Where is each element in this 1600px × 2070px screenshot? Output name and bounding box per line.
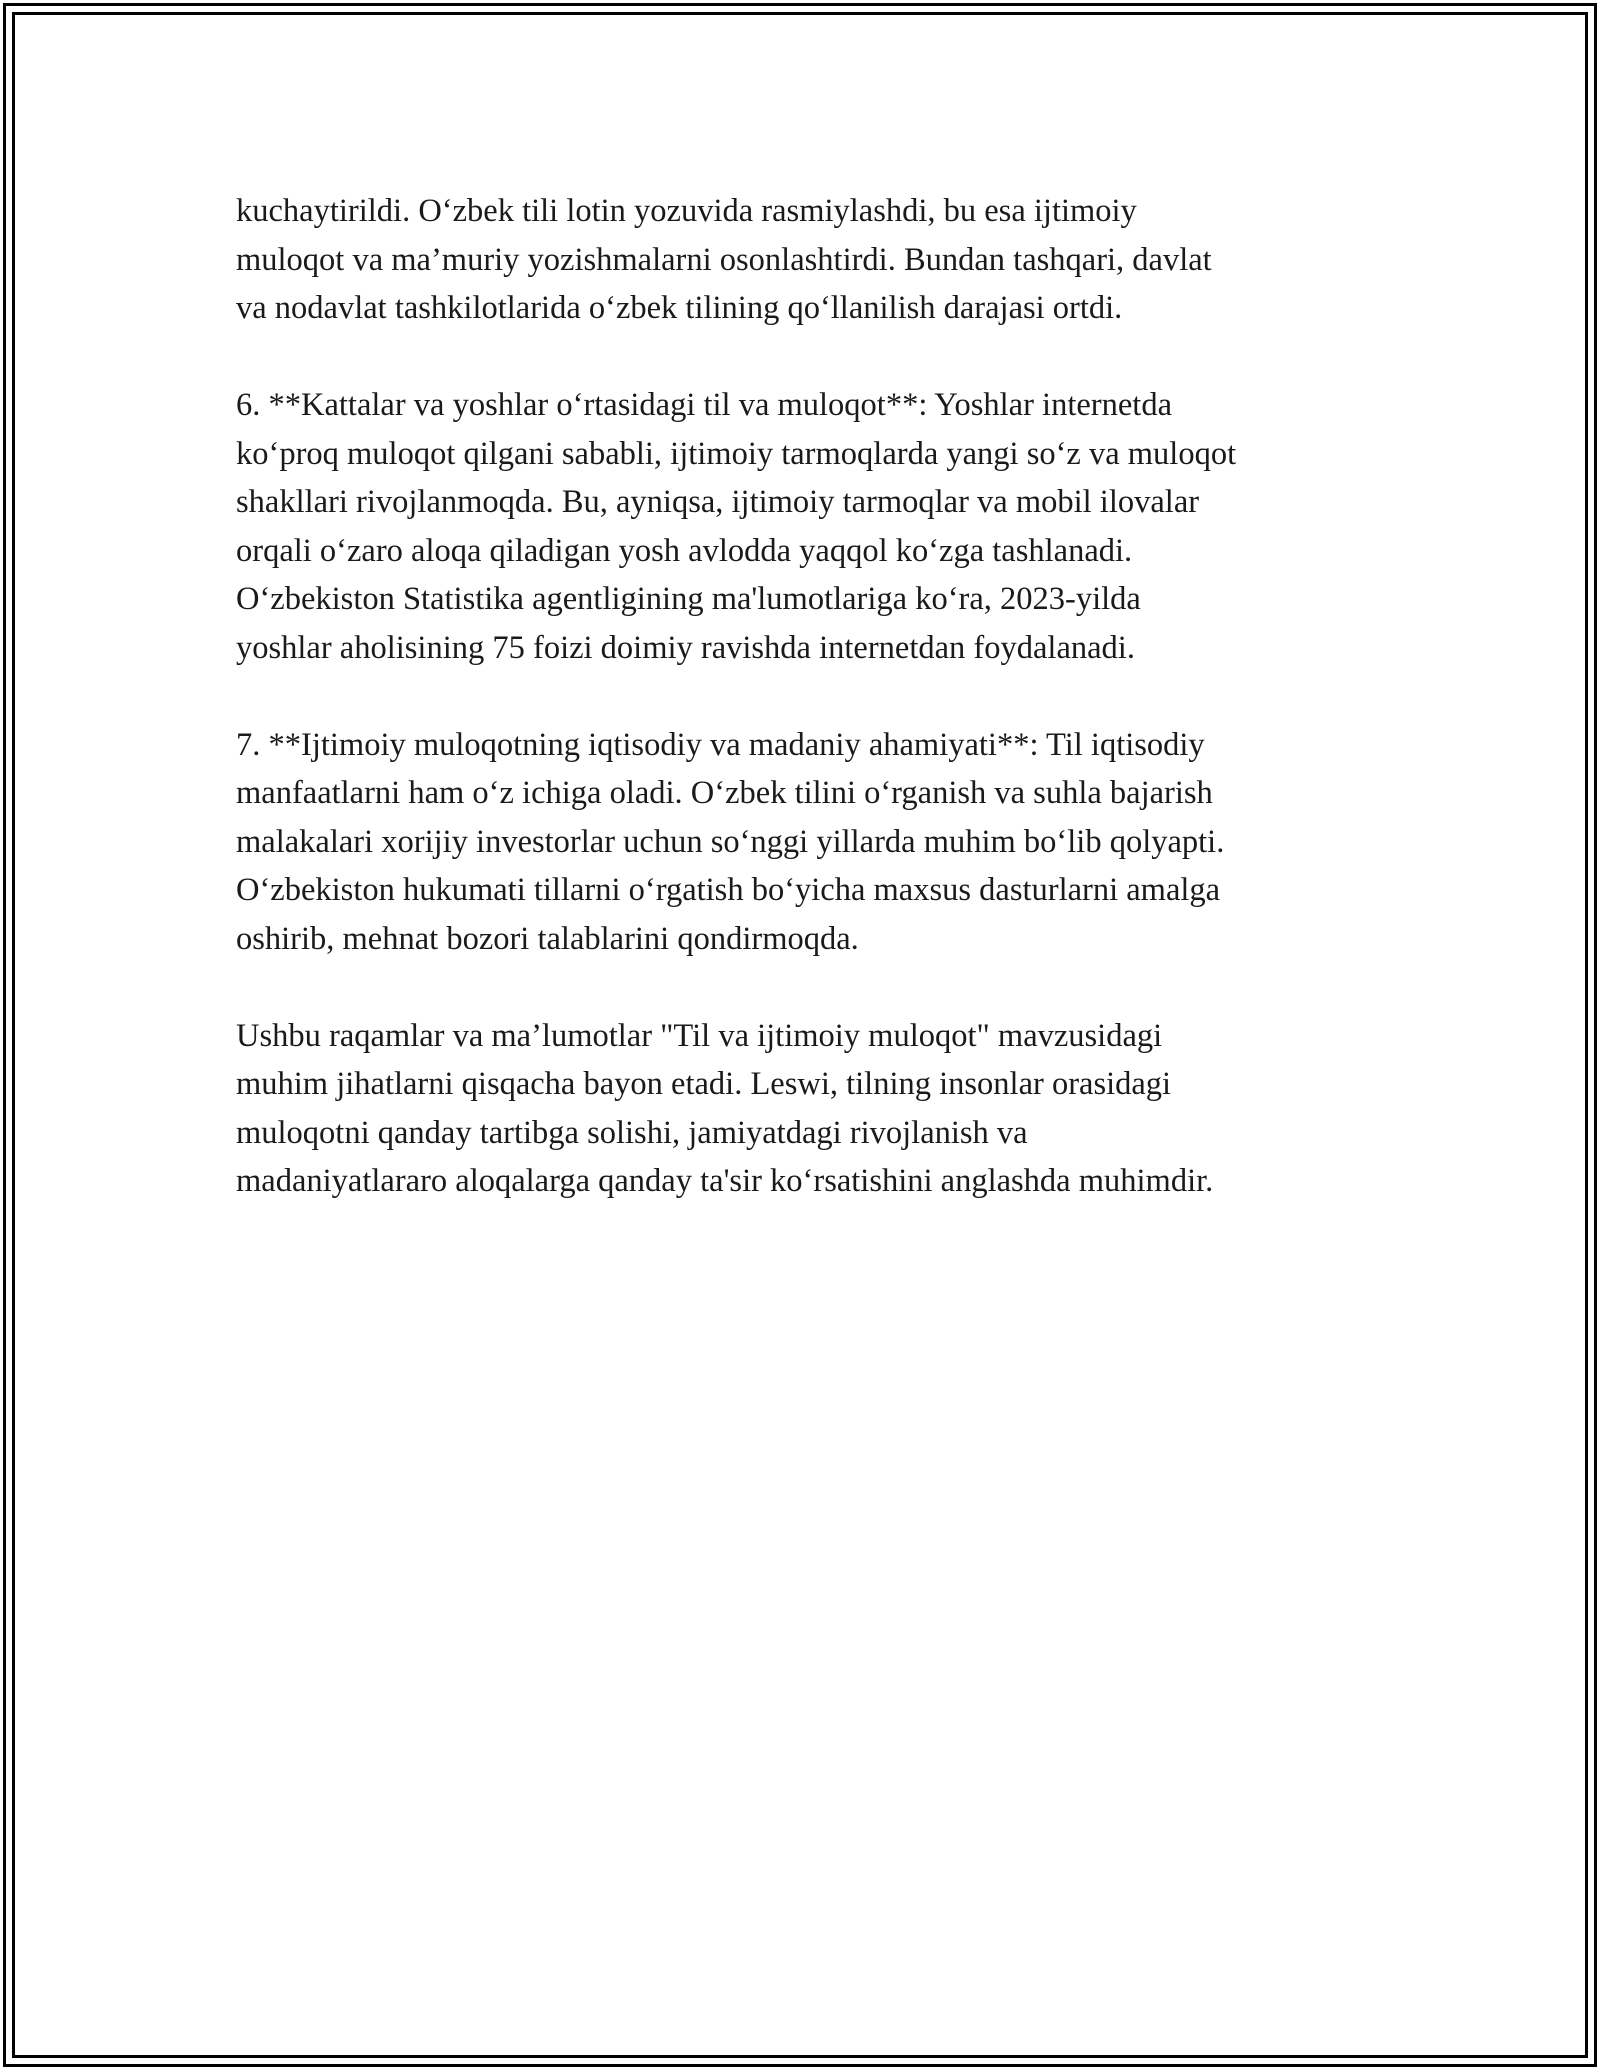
text-line: kuchaytirildi. O‘zbek tili lotin yozuvida rasmiylashdi, bu esa ijtimoiy	[236, 193, 1137, 229]
text-line: yoshlar aholisining 75 foizi doimiy ravishda internetdan foydalanadi.	[236, 629, 1135, 666]
text-line: Ushbu raqamlar va ma’lumotlar "Til va ijtimoiy muloqot" mavzusidagi	[236, 1017, 1163, 1054]
paragraph-item-7-economic-cultural	[236, 721, 1396, 964]
text-line: oshirib, mehnat bozori talablarini qondirmoqda.	[236, 920, 859, 957]
text-line: muloqot va ma’muriy yozishmalarni osonlashtirdi. Bundan tashqari, davlat	[236, 241, 1212, 278]
text-line: malakalari xorijiy investorlar uchun so‘nggi yillarda muhim bo‘lib qolyapti.	[236, 823, 1225, 860]
text-line: va nodavlat tashkilotlarida o‘zbek tilining qo‘llanilish darajasi ortdi.	[236, 290, 1123, 326]
text-line: O‘zbekiston Statistika agentligining ma'lumotlariga ko‘ra, 2023-yilda	[236, 581, 1141, 617]
text-line: madaniyatlararo aloqalarga qanday ta'sir ko‘rsatishini anglashda muhimdir.	[236, 1163, 1214, 1199]
text-line: O‘zbekiston hukumati tillarni o‘rgatish bo‘yicha maxsus dasturlarni amalga	[236, 872, 1221, 908]
paragraph-conclusion	[236, 1012, 1396, 1206]
text-line: orqali o‘zaro aloqa qiladigan yosh avlodda yaqqol ko‘zga tashlanadi.	[236, 532, 1133, 569]
text-line: manfaatlarni ham o‘z ichiga oladi. O‘zbek tilini o‘rganish va suhla bajarish	[236, 775, 1213, 811]
text-line: muhim jihatlarni qisqacha bayon etadi. Leswi, tilning insonlar orasidagi	[236, 1066, 1172, 1102]
document-body	[236, 187, 1396, 1254]
text-line: 7. **Ijtimoiy muloqotning iqtisodiy va madaniy ahamiyati**: Til iqtisodiy	[236, 726, 1205, 763]
text-line: muloqotni qanday tartibga solishi, jamiyatdagi rivojlanish va	[236, 1114, 1028, 1151]
text-line: 6. **Kattalar va yoshlar o‘rtasidagi til va muloqot**: Yoshlar internetda	[236, 387, 1172, 423]
paragraph-item-6-youth-communication	[236, 381, 1396, 672]
text-line: ko‘proq muloqot qilgani sababli, ijtimoiy tarmoqlarda yangi so‘z va muloqot	[236, 435, 1237, 472]
paragraph-language-reform	[236, 187, 1396, 333]
text-line: shakllari rivojlanmoqda. Bu, ayniqsa, ijtimoiy tarmoqlar va mobil ilovalar	[236, 484, 1200, 520]
